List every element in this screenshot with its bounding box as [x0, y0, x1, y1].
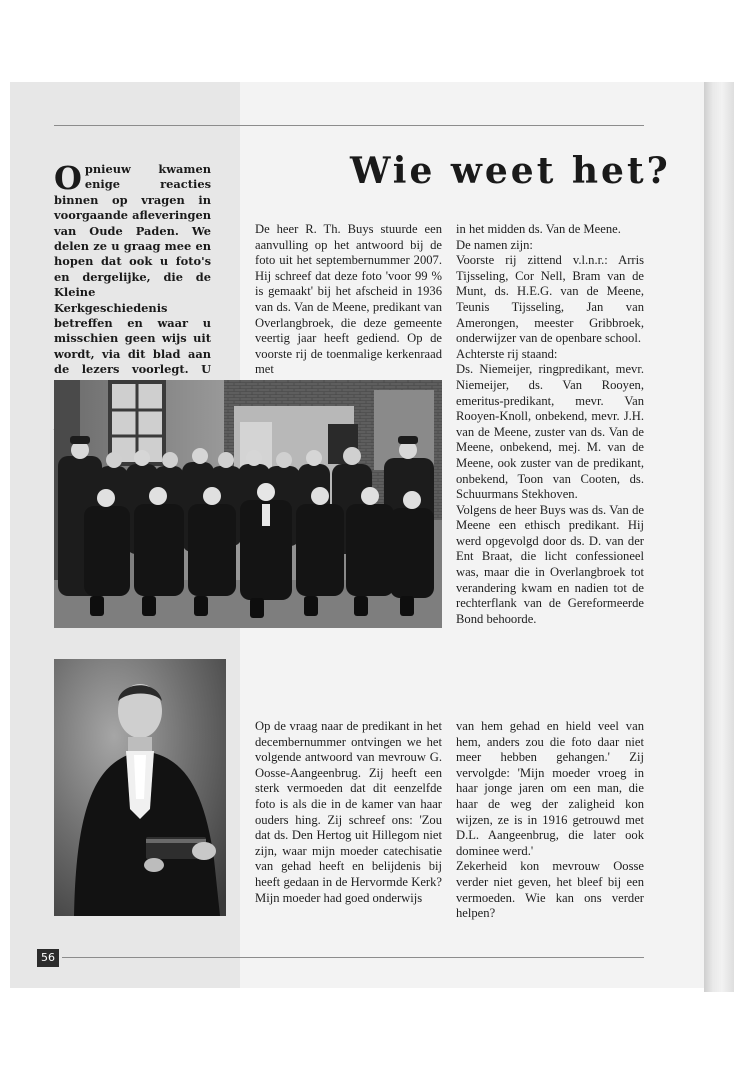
- article1-col2-p4: Achterste rij staand:: [456, 346, 558, 361]
- drop-cap: O: [54, 159, 82, 197]
- group-photo-image: [54, 380, 442, 628]
- article1-col2-p6: Volgens de heer Buys was ds. Van de Meene een ethisch predikant. Hij werd opgevolgd door ds. D. van der Ent Braat, die licht confessioneel was, maar die in Overlangbroek tot verandering kwam en nadien tot de rechterflank van de Gereformeerde Bond behoorde.: [456, 502, 644, 626]
- portrait-photo-image: [54, 659, 226, 916]
- article2-column2: [456, 719, 644, 922]
- article1-column1: [255, 222, 442, 378]
- article1-col1-text: De heer R. Th. Buys stuurde een aanvulling op het antwoord bij de foto uit het septembernummer 2007. Hij schreef dat deze foto 'voor 99 % is gemaakt' bij het afscheid in 1936 van ds. Van de Meene, predikant van Overlangbroek, die deze gemeente veertig jaar heeft gediend. Op de voorste rij de toenmalige kerkenraad met: [255, 222, 442, 377]
- article1-col2-p1: in het midden ds. Van de Meene.: [456, 222, 621, 236]
- article1-col2-p5: Ds. Niemeijer, ringpredikant, mevr. Niemeijer, ds. Van Rooyen, emeritus-predikant, mevr. Van Rooyen-Knoll, onbekend, mevr. J.H. van de Meene, zuster van ds. Van de Meene, onbekend, mej. M. van de Meene, ook zuster van de predikant, onbekend, Toon van Cooten, ds. Schuurmans Stekhoven.: [456, 362, 644, 502]
- intro-text: pnieuw kwamen enige reacties binnen op vragen in voorgaande afleveringen van Oude Paden. We delen ze u graag mee en hopen dat ook u foto's en dergelijke, die de Kleine Kerkgeschiedenis betreffen en waar u misschien geen wijs uit wordt, via dit blad aan de lezers voorlegt. U: [54, 162, 211, 377]
- article2-column1: [255, 719, 442, 906]
- page-spine-edge: [704, 82, 734, 992]
- group-photo: [54, 380, 442, 628]
- article1-col2-p3: Voorste rij zittend v.l.n.r.: Arris Tijsseling, Cor Nell, Bram van de Munt, ds. H.E.G. van de Meene, Teunis Tijsseling, Jan van Amerongen, meester Gribbroek, onderwijzer van de openbare school.: [456, 253, 644, 346]
- portrait-photo: [54, 659, 226, 916]
- article1-column2: [456, 222, 644, 627]
- article2-col2-p1: van hem gehad en hield veel van hem, anders zou die foto daar niet meer hebben gehangen.' Zij vervolgde: 'Mijn moeder vroeg in haar jonge jaren om een man, die haar de weg der zaligheid kon wijzen, ze is in 1916 getrouwd met D.L. Aangeenbrug, die later ook dominee werd.': [456, 719, 644, 858]
- page-title: Wie weet het?: [350, 150, 671, 192]
- article1-col2-p2: De namen zijn:: [456, 237, 533, 252]
- page-number: 56: [37, 949, 59, 967]
- article2-col2-p2: Zekerheid kon mevrouw Oosse verder niet geven, het bleef bij een vermoeden. Wie kan ons verder helpen?: [456, 859, 644, 921]
- article2-col1-text: Op de vraag naar de predikant in het decembernummer ontvingen we het volgende antwoord van mevrouw G. Oosse-Aangeenbrug. Zij heeft een sterk vermoeden dat dit eenzelfde foto is als die in de kamer van haar ouders hing. Zij schreef ons: 'Zou dat ds. Den Hertog uit Hillegom niet zijn, waar mijn moeder catechisatie van gehad heeft en belijdenis bij heeft gedaan in de Hervormde Kerk? Mijn moeder had goed onderwijs: [255, 719, 442, 905]
- bottom-rule: [62, 957, 644, 958]
- top-rule: [54, 125, 644, 126]
